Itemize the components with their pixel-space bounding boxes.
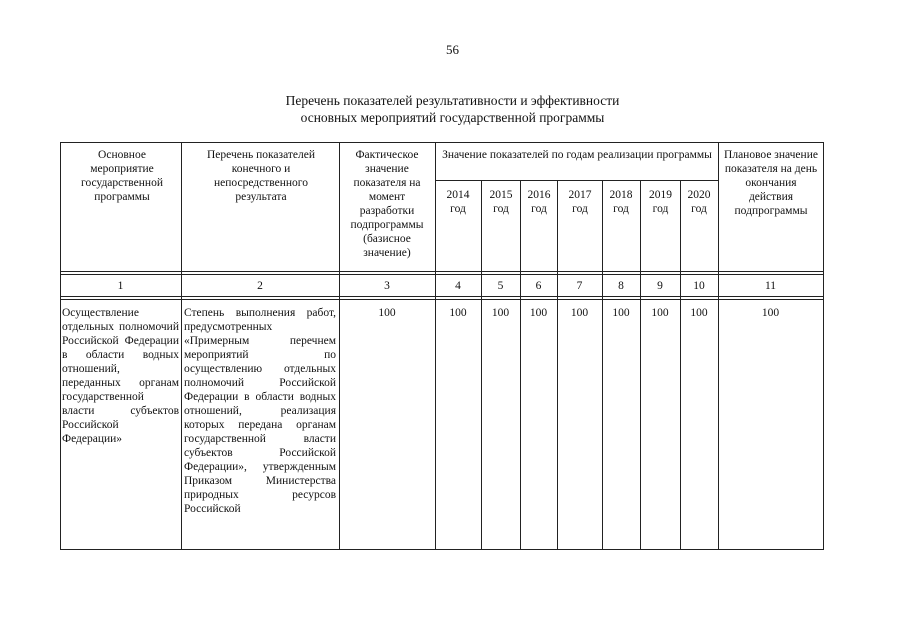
header-year-2020: 2020 год bbox=[687, 189, 711, 215]
header-years-group: Значение показателей по годам реализации программы bbox=[442, 149, 712, 161]
header-year-2019: 2019 год bbox=[649, 189, 672, 215]
column-number: 4 bbox=[455, 280, 461, 292]
indicator-cell: Степень выполнения работ, предусмотренных «Примерным перечнем мероприятий по осуществлению отдельных полномочий Российской Федерации в области водных отношений, реализация которых передана органам государственной власти субъектов Российской Федерации», утвержденным Приказом Министерства природных ресурсов Российской bbox=[184, 307, 336, 515]
year-col-rule bbox=[680, 180, 681, 550]
numbers-top-rule bbox=[60, 274, 824, 275]
year-value-cell: 100 bbox=[529, 307, 548, 319]
year-value-cell: 100 bbox=[651, 307, 669, 319]
activity-cell: Осуществление отдельных полномочий Российской Федерации в области водных отношений, переданных органам государственной власти субъектов Российской Федерации» bbox=[62, 307, 179, 445]
header-year-2018: 2018 год bbox=[609, 189, 633, 215]
year-col-rule bbox=[520, 180, 521, 550]
col-rule bbox=[435, 142, 436, 550]
header-activity: Основное мероприятие государственной программы bbox=[81, 149, 163, 203]
column-number: 7 bbox=[576, 280, 583, 292]
year-value-cell: 100 bbox=[690, 307, 708, 319]
column-number: 2 bbox=[257, 280, 263, 292]
year-col-rule bbox=[557, 180, 558, 550]
header-planned-value: Плановое значение показателя на день окончания действия подпрограммы bbox=[724, 149, 818, 217]
column-number: 9 bbox=[657, 280, 663, 292]
column-number: 11 bbox=[764, 280, 777, 292]
header-year-2015: 2015 год bbox=[489, 189, 513, 215]
year-col-rule bbox=[640, 180, 641, 550]
column-number: 5 bbox=[497, 280, 504, 292]
col-rule bbox=[60, 142, 61, 550]
column-number: 8 bbox=[618, 280, 624, 292]
header-bottom-rule bbox=[60, 271, 824, 272]
column-number: 6 bbox=[535, 280, 542, 292]
header-indicator: Перечень показателей конечного и непосредственного результата bbox=[206, 149, 316, 203]
header-year-2017: 2017 год bbox=[568, 189, 592, 215]
header-year-2014: 2014 год bbox=[446, 189, 470, 215]
table-border-bottom bbox=[60, 549, 824, 550]
year-col-rule bbox=[602, 180, 603, 550]
year-col-rule bbox=[481, 180, 482, 550]
column-number: 1 bbox=[117, 280, 124, 292]
title-line-2: основных мероприятий государственной программы bbox=[300, 110, 605, 125]
col-rule bbox=[181, 142, 182, 550]
year-value-cell: 100 bbox=[570, 307, 589, 319]
page-title bbox=[0, 92, 905, 126]
table-border-top bbox=[60, 142, 824, 143]
page-number: 56 bbox=[446, 42, 459, 57]
col-rule bbox=[718, 142, 719, 550]
col-rule bbox=[823, 142, 824, 550]
year-subheader-rule bbox=[435, 180, 718, 181]
numbers-bottom-rule bbox=[60, 296, 824, 297]
year-value-cell: 100 bbox=[449, 307, 467, 319]
header-year-2016: 2016 год bbox=[527, 189, 551, 215]
column-number: 3 bbox=[384, 280, 390, 292]
title-line-1: Перечень показателей результативности и эффективности bbox=[285, 93, 620, 108]
year-value-cell: 100 bbox=[612, 307, 630, 319]
col-rule bbox=[339, 142, 340, 550]
planned-value-cell: 100 bbox=[761, 307, 780, 319]
year-value-cell: 100 bbox=[491, 307, 510, 319]
header-base-value: Фактическое значение показателя на момент разработки подпрограммы (базисное значение) bbox=[350, 149, 424, 259]
body-top-rule bbox=[60, 299, 824, 300]
column-number: 10 bbox=[693, 280, 705, 292]
base-value-cell: 100 bbox=[378, 307, 396, 319]
